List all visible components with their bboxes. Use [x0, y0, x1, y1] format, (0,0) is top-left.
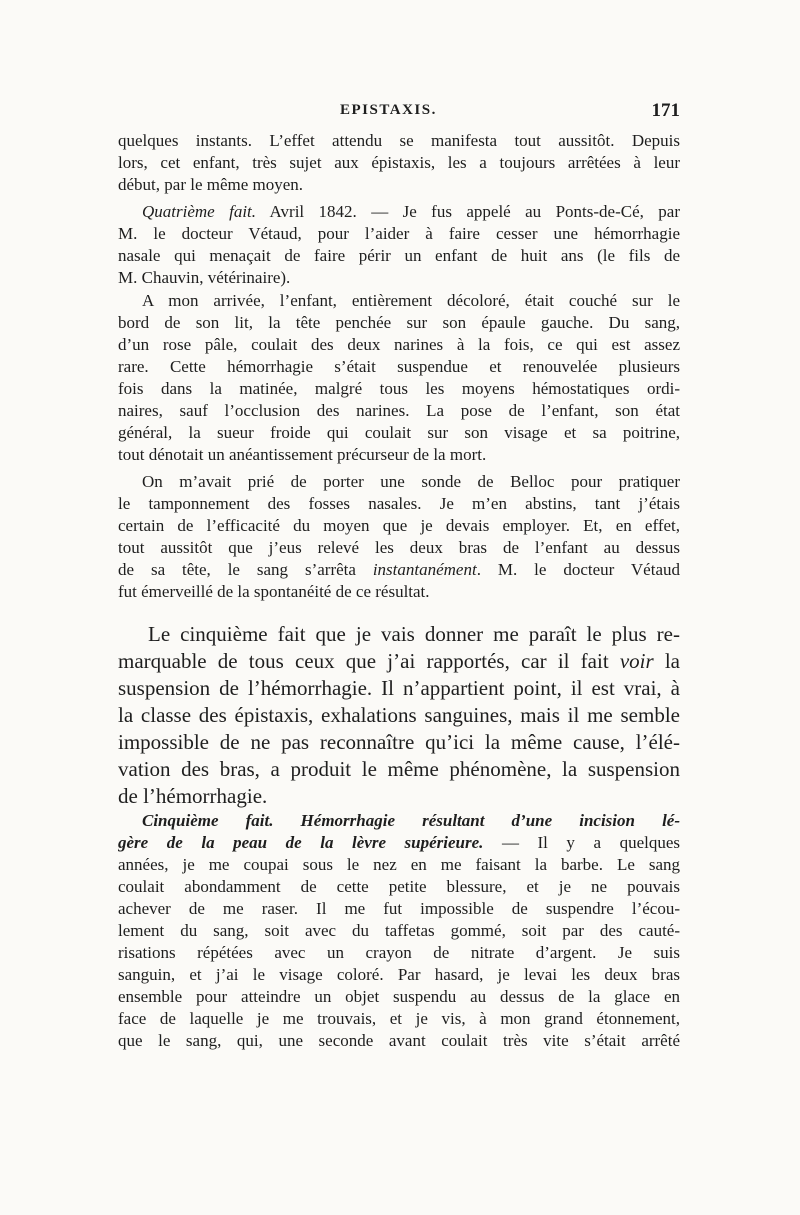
page-header	[118, 100, 680, 124]
text-line: face de laquelle je me trouvais, et je vis, à mon grand étonnement,	[118, 1009, 680, 1028]
text-line: achever de me raser. Il me fut impossible de suspendre l’écou-	[118, 899, 680, 918]
text-line: la classe des épistaxis, exhalations sanguines, mais il me semble	[118, 703, 680, 727]
paragraph-continuation	[118, 130, 680, 196]
text-line: fut émerveillé de la spontanéité de ce résultat.	[118, 582, 430, 601]
text-line: lors, cet enfant, très sujet aux épistaxis, les a toujours arrêtées à leur	[118, 153, 680, 172]
paragraph-fourth-fact	[118, 201, 680, 289]
text-line: début, par le même moyen.	[118, 175, 304, 194]
text-run: — Il y a quelques	[483, 833, 680, 852]
text-line: risations répétées avec un crayon de nitrate d’argent. Je suis	[118, 943, 680, 962]
paragraph-belloc	[118, 471, 680, 603]
text-run: Avril 1842. — Je fus appelé au Ponts-de-Cé, par	[256, 202, 680, 221]
text-line	[118, 559, 680, 581]
text-line: fois dans la matinée, malgré tous les moyens hémostatiques ordi-	[118, 379, 680, 398]
text-line: M. le docteur Vétaud, pour l’aider à faire cesser une hémorrhagie	[118, 224, 680, 243]
text-line: nasale qui menaçait de faire périr un enfant de huit ans (le fils de	[118, 246, 680, 265]
text-line	[118, 648, 680, 675]
text-line: que le sang, qui, une seconde avant coulait très vite s’était arrêté	[118, 1031, 680, 1050]
paragraph-arrival	[118, 290, 680, 466]
text-run: de sa tête, le sang s’arrêta	[118, 560, 373, 579]
text-line: lement du sang, soit avec du taffetas gommé, soit par des cauté-	[118, 921, 680, 940]
text-line: coulait abondamment de cette petite blessure, et je ne pouvais	[118, 877, 680, 896]
text-line: de l’hémorrhagie.	[118, 784, 268, 808]
text-line: Le cinquième fait que je vais donner me paraît le plus re-	[148, 622, 680, 646]
text-line: A mon arrivée, l’enfant, entièrement décoloré, était couché sur le	[142, 291, 680, 310]
text-line: tout dénotait un anéantissement précurseur de la mort.	[118, 445, 487, 464]
text-line: certain de l’efficacité du moyen que je devais employer. Et, en effet,	[118, 516, 680, 535]
paragraph-fifth-fact	[118, 810, 680, 1052]
text-line: rare. Cette hémorrhagie s’était suspendue et renouvelée plusieurs	[118, 357, 680, 376]
fact-heading: Cinquième fait. Hémorrhagie résultant d’une incision lé-	[142, 811, 680, 830]
emphasis: voir	[619, 649, 654, 673]
text-line: années, je me coupai sous le nez en me faisant la barbe. Le sang	[118, 855, 680, 874]
text-line: suspension de l’hémorrhagie. Il n’appartient point, il est vrai, à	[118, 676, 680, 700]
page-number: 171	[651, 100, 680, 121]
text-line: bord de son lit, la tête penchée sur son épaule gauche. Du sang,	[118, 313, 680, 332]
text-line: sanguin, et j’ai le visage coloré. Par hasard, je levai les deux bras	[118, 965, 680, 984]
running-title: EPISTAXIS.	[340, 102, 437, 118]
paragraph-fifth-intro	[118, 621, 680, 810]
text-line: quelques instants. L’effet attendu se manifesta tout aussitôt. Depuis	[118, 131, 680, 150]
text-line: d’un rose pâle, coulait des deux narines à la fois, ce qui est assez	[118, 335, 680, 354]
text-run: . M. le docteur Vétaud	[476, 560, 680, 579]
text-line: naires, sauf l’occlusion des narines. La pose de l’enfant, son état	[118, 401, 680, 420]
text-line: ensemble pour atteindre un objet suspendu au dessus de la glace en	[118, 987, 680, 1006]
emphasis: instantanément	[372, 560, 477, 579]
text-line: général, la sueur froide qui coulait sur son visage et sa poitrine,	[118, 423, 680, 442]
text-line: tout aussitôt que j’eus relevé les deux bras de l’enfant au dessus	[118, 538, 680, 557]
fact-heading-continued: gère de la peau de la lèvre supérieure.	[118, 833, 484, 852]
text-line: impossible de ne pas reconnaître qu’ici la même cause, l’élé-	[118, 730, 680, 754]
text-run: la	[653, 649, 680, 673]
text-line: le tamponnement des fosses nasales. Je m’en abstins, tant j’étais	[118, 494, 680, 513]
text-run: marquable de tous ceux que j’ai rapportés, car il fait	[118, 649, 620, 673]
text-line: M. Chauvin, vétérinaire).	[118, 268, 291, 287]
fact-heading: Quatrième fait.	[142, 202, 257, 221]
text-line: On m’avait prié de porter une sonde de Belloc pour pratiquer	[142, 472, 680, 491]
text-line	[118, 832, 680, 854]
text-line	[118, 201, 680, 223]
text-line: vation des bras, a produit le même phénomène, la suspension	[118, 757, 680, 781]
